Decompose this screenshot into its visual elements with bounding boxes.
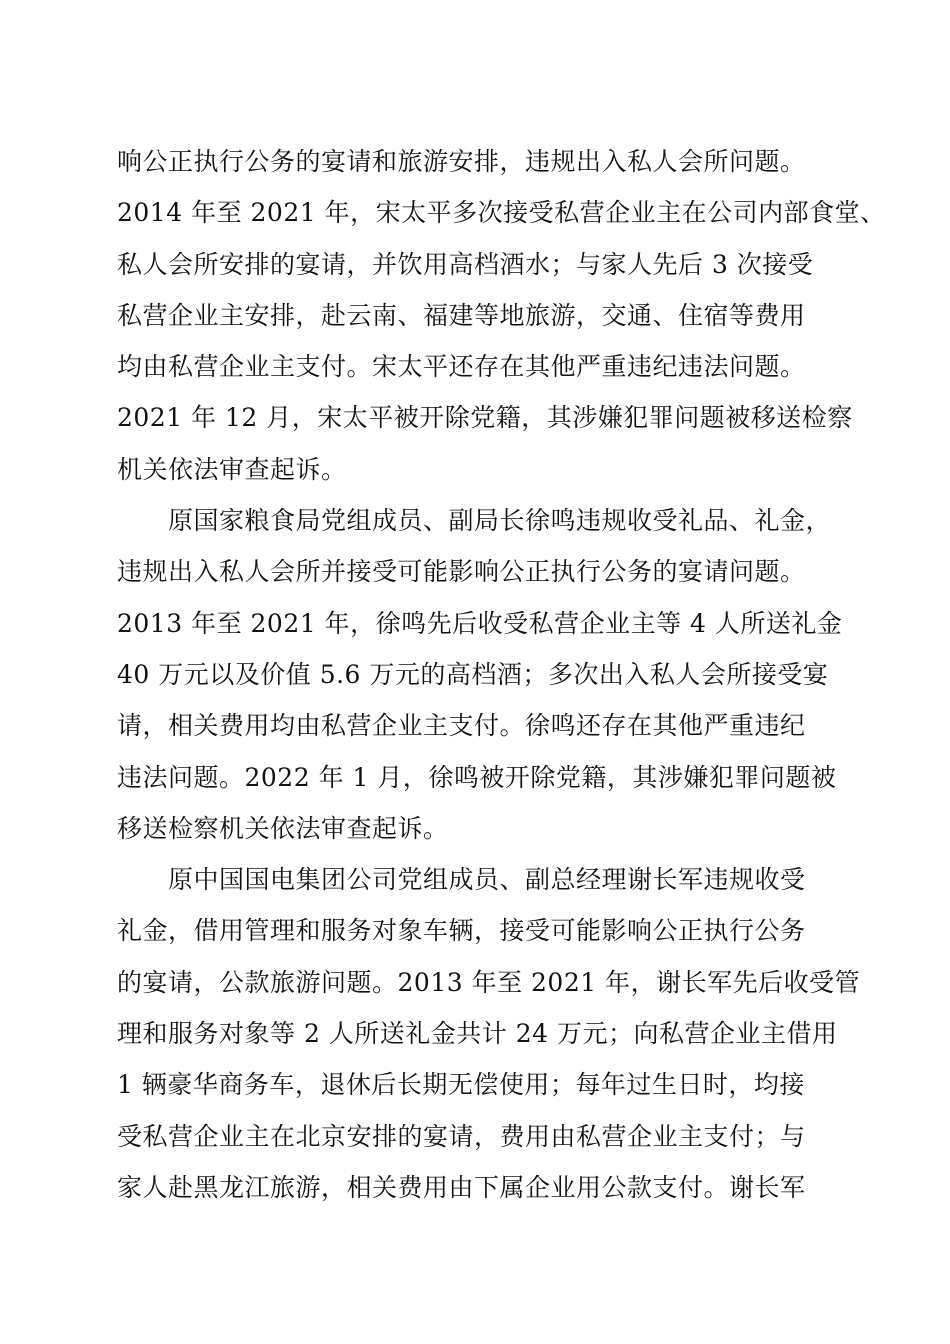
text-line: 机关依法审查起诉。 — [117, 454, 347, 484]
text-line: 受私营企业主在北京安排的宴请，费用由私营企业主支付；与 — [117, 1121, 806, 1151]
text-line: 40 万元以及价值 5.6 万元的高档酒；多次出入私人会所接受宴 — [117, 659, 829, 689]
text-line: 原中国国电集团公司党组成员、副总经理谢长军违规收受 — [117, 865, 806, 895]
text-line: 理和服务对象等 2 人所送礼金共计 24 万元；向私营企业主借用 — [117, 1019, 838, 1049]
text-line: 2013 年至 2021 年，徐鸣先后收受私营企业主等 4 人所送礼金 — [117, 608, 843, 638]
text-line: 私营企业主安排，赴云南、福建等地旅游，交通、住宿等费用 — [117, 300, 806, 330]
text-line: 请，相关费用均由私营企业主支付。徐鸣还存在其他严重违纪 — [117, 711, 806, 741]
text-line: 响公正执行公务的宴请和旅游安排，违规出入私人会所问题。 — [117, 147, 806, 176]
text-line: 私人会所安排的宴请，并饮用高档酒水；与家人先后 3 次接受 — [117, 249, 814, 279]
text-line: 违规出入私人会所并接受可能影响公正执行公务的宴请问题。 — [117, 557, 806, 587]
text-line: 2014 年至 2021 年，宋太平多次接受私营企业主在公司内部食堂、 — [117, 198, 886, 228]
text-line: 违法问题。2022 年 1 月，徐鸣被开除党籍，其涉嫌犯罪问题被 — [117, 762, 837, 792]
text-line: 礼金，借用管理和服务对象车辆，接受可能影响公正执行公务 — [117, 916, 806, 946]
text-line: 的宴请，公款旅游问题。2013 年至 2021 年，谢长军先后收受管 — [117, 967, 861, 997]
body-text — [117, 136, 886, 1213]
text-line: 家人赴黑龙江旅游，相关费用由下属企业用公款支付。谢长军 — [117, 1172, 806, 1202]
text-line: 原国家粮食局党组成员、副局长徐鸣违规收受礼品、礼金， — [117, 506, 832, 536]
text-line: 2021 年 12 月，宋太平被开除党籍，其涉嫌犯罪问题被移送检察 — [117, 403, 853, 433]
text-line: 移送检察机关依法审查起诉。 — [117, 813, 449, 843]
text-line: 均由私营企业主支付。宋太平还存在其他严重违纪违法问题。 — [117, 352, 806, 382]
text-line: 1 辆豪华商务车，退休后长期无偿使用；每年过生日时，均接 — [117, 1070, 805, 1100]
